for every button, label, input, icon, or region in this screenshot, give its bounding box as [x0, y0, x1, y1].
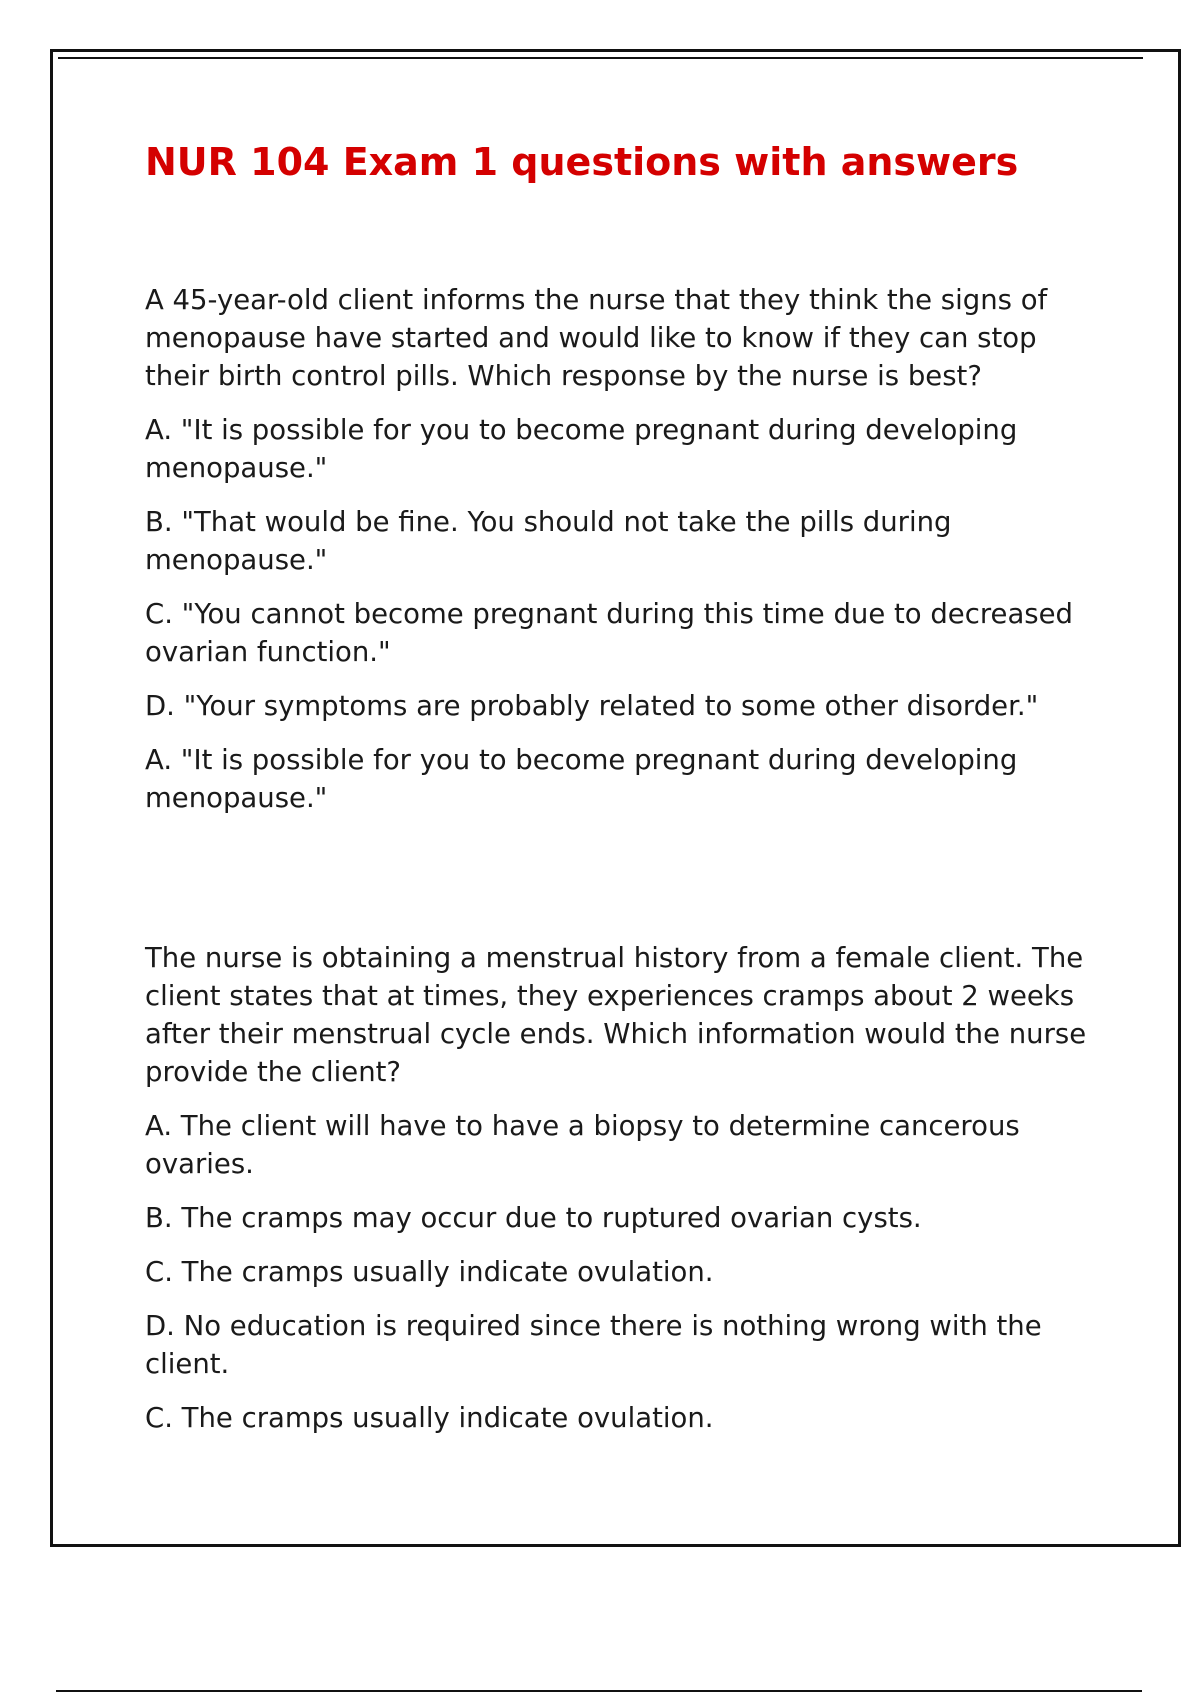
correct-answer: C. The cramps usually indicate ovulation. [145, 1402, 714, 1434]
answer-option-c: C. "You cannot become pregnant during this time due to decreased ovarian function." [145, 598, 1074, 668]
question-block-2 [145, 939, 1090, 1453]
question-stem: A 45-year-old client informs the nurse that they think the signs of menopause have started and would like to know if they can stop their birth control pills. Which response by the nurse is best? [145, 284, 1048, 392]
answer-option-d: D. No education is required since there is nothing wrong with the client. [145, 1310, 1042, 1380]
answer-option-a: A. The client will have to have a biopsy to determine cancerous ovaries. [145, 1110, 1020, 1180]
answer-option-c: C. The cramps usually indicate ovulation. [145, 1256, 714, 1288]
correct-answer: A. "It is possible for you to become pregnant during developing menopause." [145, 744, 1018, 814]
answer-option-d: D. "Your symptoms are probably related to some other disorder." [145, 690, 1039, 722]
answer-option-b: B. The cramps may occur due to ruptured ovarian cysts. [145, 1202, 922, 1234]
answer-option-b: B. "That would be fine. You should not take the pills during menopause." [145, 506, 952, 576]
question-stem: The nurse is obtaining a menstrual history from a female client. The client states that at times, they experiences cramps about 2 weeks after their menstrual cycle ends. Which information would the nurse provide the client? [145, 942, 1087, 1088]
answer-option-a: A. "It is possible for you to become pregnant during developing menopause." [145, 414, 1018, 484]
top-divider [58, 57, 1143, 59]
bottom-divider [56, 1690, 1142, 1692]
question-block-1 [145, 281, 1090, 833]
document-title: NUR 104 Exam 1 questions with answers [145, 140, 1019, 184]
